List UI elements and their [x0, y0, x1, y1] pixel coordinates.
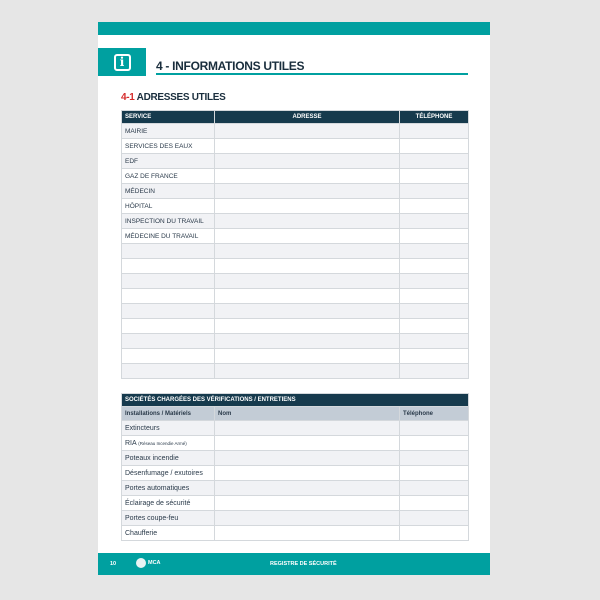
table-row	[122, 511, 469, 526]
table-row	[122, 124, 469, 139]
column-header: TÉLÉPHONE	[400, 111, 469, 124]
table-row	[122, 214, 469, 229]
table-row	[122, 304, 469, 319]
phone-cell[interactable]	[400, 319, 469, 334]
address-cell[interactable]	[215, 364, 400, 379]
column-header: Nom	[215, 407, 400, 421]
document-page	[98, 22, 490, 575]
service-cell	[122, 259, 215, 274]
table-row	[122, 169, 469, 184]
column-header: ADRESSE	[215, 111, 400, 124]
table-row	[122, 349, 469, 364]
installation-cell	[122, 451, 215, 466]
phone-cell[interactable]	[400, 199, 469, 214]
phone-cell[interactable]	[400, 421, 469, 436]
installation-cell	[122, 466, 215, 481]
name-cell[interactable]	[215, 436, 400, 451]
table-row	[122, 229, 469, 244]
address-cell[interactable]	[215, 184, 400, 199]
service-cell	[122, 304, 215, 319]
address-cell[interactable]	[215, 139, 400, 154]
table-row	[122, 421, 469, 436]
service-cell	[122, 319, 215, 334]
table-row	[122, 154, 469, 169]
phone-cell[interactable]	[400, 349, 469, 364]
phone-cell[interactable]	[400, 154, 469, 169]
address-cell[interactable]	[215, 244, 400, 259]
installation-label: Chaufferie	[125, 529, 158, 537]
installation-note: (Réseau Incendie Armé)	[138, 440, 187, 446]
phone-cell[interactable]	[400, 334, 469, 349]
name-cell[interactable]	[215, 451, 400, 466]
table-row	[122, 451, 469, 466]
table-row	[122, 199, 469, 214]
service-cell	[122, 289, 215, 304]
installation-cell	[122, 511, 215, 526]
service-cell	[122, 349, 215, 364]
installation-label: Poteaux incendie	[125, 454, 179, 462]
address-cell[interactable]	[215, 259, 400, 274]
phone-cell[interactable]	[400, 451, 469, 466]
service-cell	[122, 364, 215, 379]
logo-text: MCA	[148, 560, 161, 566]
address-cell[interactable]	[215, 199, 400, 214]
installation-label: Extincteurs	[125, 424, 160, 432]
service-cell: MAIRIE	[122, 124, 215, 139]
subsection-number: 4-1	[121, 92, 135, 103]
service-cell	[122, 274, 215, 289]
installation-cell	[122, 526, 215, 541]
subsection-label: ADRESSES UTILES	[136, 92, 226, 103]
phone-cell[interactable]	[400, 304, 469, 319]
service-cell	[122, 334, 215, 349]
address-cell[interactable]	[215, 169, 400, 184]
footer-title: REGISTRE DE SÉCURITÉ	[270, 561, 337, 567]
phone-cell[interactable]	[400, 436, 469, 451]
phone-cell[interactable]	[400, 244, 469, 259]
phone-cell[interactable]	[400, 229, 469, 244]
table-row	[122, 364, 469, 379]
info-icon: i	[114, 54, 131, 71]
phone-cell[interactable]	[400, 274, 469, 289]
address-cell[interactable]	[215, 229, 400, 244]
section-icon-box	[98, 48, 146, 76]
installation-label: Portes automatiques	[125, 484, 190, 492]
phone-cell[interactable]	[400, 169, 469, 184]
phone-cell[interactable]	[400, 214, 469, 229]
table-row	[122, 436, 469, 451]
table-row	[122, 319, 469, 334]
phone-cell[interactable]	[400, 496, 469, 511]
phone-cell[interactable]	[400, 466, 469, 481]
table-title: SOCIÉTÉS CHARGÉES DES VÉRIFICATIONS / ENTRETIENS	[122, 394, 469, 407]
address-cell[interactable]	[215, 334, 400, 349]
name-cell[interactable]	[215, 511, 400, 526]
phone-cell[interactable]	[400, 139, 469, 154]
address-cell[interactable]	[215, 319, 400, 334]
installation-cell	[122, 496, 215, 511]
table-row	[122, 466, 469, 481]
service-cell: MÉDECINE DU TRAVAIL	[122, 229, 215, 244]
installation-cell	[122, 436, 215, 451]
installation-label: RIA	[125, 439, 137, 447]
service-cell: HÔPITAL	[122, 199, 215, 214]
installation-label: Portes coupe-feu	[125, 514, 179, 522]
installation-cell	[122, 421, 215, 436]
table-row	[122, 259, 469, 274]
column-header: Téléphone	[400, 407, 469, 421]
installation-cell	[122, 481, 215, 496]
installation-label: Éclairage de sécurité	[125, 499, 191, 507]
company-logo	[136, 558, 161, 568]
phone-cell[interactable]	[400, 289, 469, 304]
name-cell[interactable]	[215, 496, 400, 511]
address-cell[interactable]	[215, 274, 400, 289]
address-cell[interactable]	[215, 124, 400, 139]
service-cell	[122, 244, 215, 259]
name-cell[interactable]	[215, 481, 400, 496]
table-row	[122, 334, 469, 349]
service-cell: EDF	[122, 154, 215, 169]
phone-cell[interactable]	[400, 124, 469, 139]
table-row	[122, 274, 469, 289]
table-row	[122, 244, 469, 259]
service-cell: SERVICES DES EAUX	[122, 139, 215, 154]
table-row	[122, 289, 469, 304]
table-row	[122, 139, 469, 154]
address-cell[interactable]	[215, 304, 400, 319]
address-cell[interactable]	[215, 214, 400, 229]
service-cell: INSPECTION DU TRAVAIL	[122, 214, 215, 229]
top-bar	[98, 22, 490, 35]
phone-cell[interactable]	[400, 259, 469, 274]
table-row	[122, 496, 469, 511]
footer-bar	[98, 553, 490, 575]
column-header: Installations / Matériels	[122, 407, 215, 421]
address-cell[interactable]	[215, 154, 400, 169]
name-cell[interactable]	[215, 466, 400, 481]
page-number: 10	[110, 561, 117, 567]
companies-table	[121, 393, 469, 541]
phone-cell[interactable]	[400, 526, 469, 541]
name-cell[interactable]	[215, 526, 400, 541]
phone-cell[interactable]	[400, 481, 469, 496]
service-cell: MÉDECIN	[122, 184, 215, 199]
service-cell: GAZ DE FRANCE	[122, 169, 215, 184]
table-row	[122, 184, 469, 199]
address-cell[interactable]	[215, 289, 400, 304]
installation-label: Désenfumage / exutoires	[125, 469, 203, 477]
column-header: SERVICE	[122, 111, 215, 124]
table-row	[122, 526, 469, 541]
subsection-title	[121, 92, 226, 103]
phone-cell[interactable]	[400, 184, 469, 199]
section-title: 4 - INFORMATIONS UTILES	[156, 59, 468, 75]
name-cell[interactable]	[215, 421, 400, 436]
phone-cell[interactable]	[400, 511, 469, 526]
address-cell[interactable]	[215, 349, 400, 364]
table-row	[122, 481, 469, 496]
phone-cell[interactable]	[400, 364, 469, 379]
logo-mark-icon	[136, 558, 146, 568]
addresses-table	[121, 110, 469, 379]
